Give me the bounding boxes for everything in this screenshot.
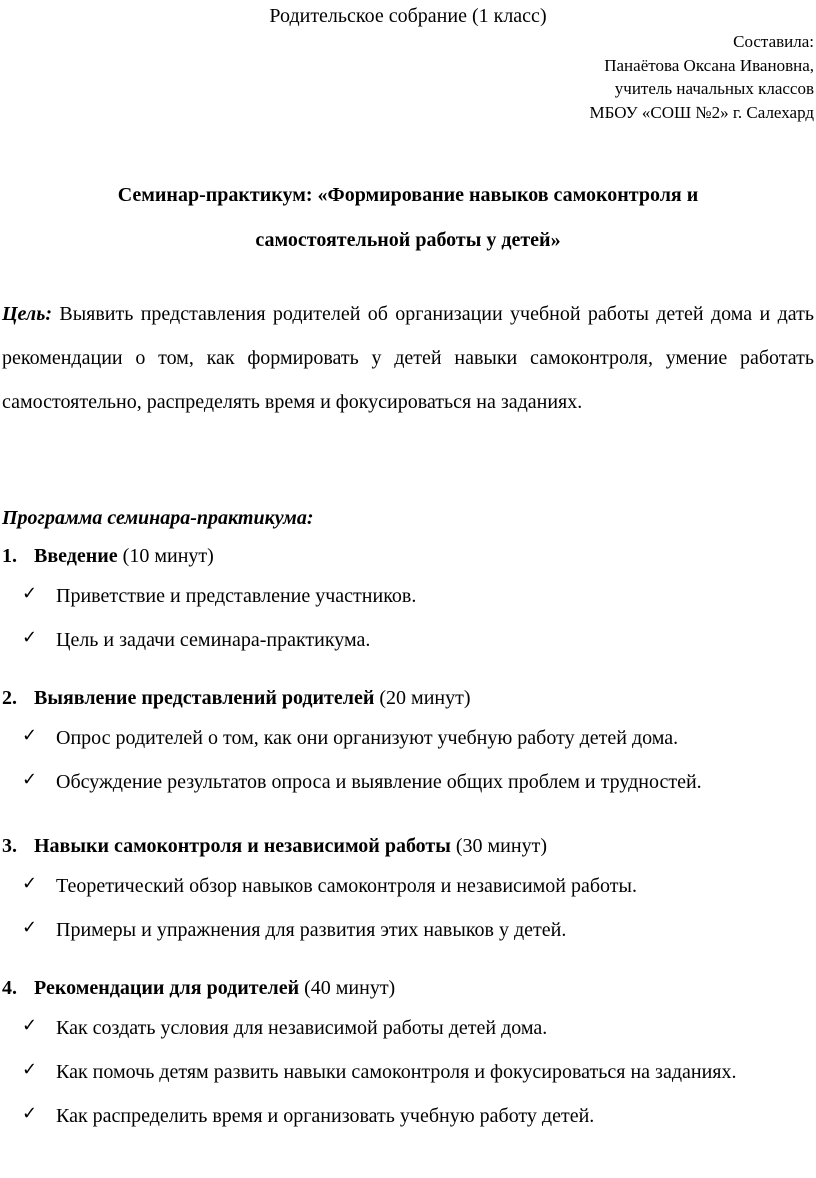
goal-paragraph — [2, 292, 814, 424]
list-item-text: Обсуждение результатов опроса и выявление общих проблем и трудностей. — [56, 771, 702, 793]
seminar-title-line: Семинар-практикум: «Формирование навыков самоконтроля и — [117, 184, 699, 206]
list-item — [2, 574, 814, 618]
list-item-text: Приветствие и представление участников. — [56, 585, 417, 607]
list-item-text: Как помочь детям развить навыки самоконтроля и фокусироваться на заданиях. — [56, 1061, 737, 1083]
section-duration: (20 минут) — [374, 687, 471, 709]
section-name: Навыки самоконтроля и независимой работы — [34, 835, 451, 857]
meeting-title: Родительское собрание (1 класс) — [269, 5, 547, 27]
checkmark-icon: ✓ — [22, 583, 38, 604]
list-item — [2, 1094, 814, 1138]
section-name: Рекомендации для родителей — [34, 977, 300, 999]
section-items — [2, 716, 814, 804]
section-items — [2, 574, 814, 662]
seminar-title-line: самостоятельной работы у детей» — [255, 229, 561, 251]
checkmark-icon: ✓ — [22, 873, 38, 894]
list-item — [2, 908, 814, 952]
list-item-text: Теоретический обзор навыков самоконтроля и независимой работы. — [56, 875, 637, 897]
list-item — [2, 618, 814, 662]
author-line: Составила: — [733, 32, 814, 51]
list-item-text: Опрос родителей о том, как они организуют учебную работу детей дома. — [56, 727, 679, 749]
checkmark-icon: ✓ — [22, 769, 38, 790]
section-number: 3. — [2, 835, 17, 857]
author-block — [414, 30, 814, 124]
section-number: 2. — [2, 687, 17, 709]
program-section — [2, 538, 814, 662]
program-section — [2, 970, 814, 1138]
section-duration: (40 минут) — [299, 977, 396, 999]
author-line: учитель начальных классов — [614, 79, 814, 98]
section-duration: (30 минут) — [450, 835, 547, 857]
checkmark-icon: ✓ — [22, 1059, 38, 1080]
list-item-text: Как создать условия для независимой работы детей дома. — [56, 1017, 548, 1039]
checkmark-icon: ✓ — [22, 1015, 38, 1036]
list-item — [2, 864, 814, 908]
list-item — [2, 1050, 814, 1094]
section-title — [2, 970, 814, 1006]
list-item-text: Цель и задачи семинара-практикума. — [56, 629, 371, 651]
seminar-title — [30, 173, 786, 263]
list-item-text: Как распределить время и организовать учебную работу детей. — [56, 1105, 595, 1127]
program-section — [2, 680, 814, 804]
section-items — [2, 1006, 814, 1138]
goal-label: Цель: — [2, 303, 52, 325]
section-title — [2, 538, 814, 574]
author-line: МБОУ «СОШ №2» г. Салехард — [589, 102, 814, 122]
program-section — [2, 828, 814, 952]
list-item — [2, 1006, 814, 1050]
section-items — [2, 864, 814, 952]
section-name: Выявление представлений родителей — [34, 687, 375, 709]
list-item — [2, 760, 814, 804]
checkmark-icon: ✓ — [22, 917, 38, 938]
checkmark-icon: ✓ — [22, 627, 38, 648]
author-line: Панаётова Оксана Ивановна, — [604, 55, 814, 75]
section-number: 4. — [2, 977, 17, 999]
list-item — [2, 716, 814, 760]
checkmark-icon: ✓ — [22, 725, 38, 746]
section-title — [2, 828, 814, 864]
section-name: Введение — [34, 545, 118, 567]
section-title — [2, 680, 814, 716]
program-heading: Программа семинара-практикума: — [2, 507, 314, 529]
goal-text: Выявить представления родителей об организации учебной работы детей дома и дать рекомендации о том, как формировать у детей навыки самоконтроля, умение работать самостоятельно, распределять время и фокусироваться на заданиях. — [2, 303, 814, 413]
list-item-text: Примеры и упражнения для развития этих навыков у детей. — [56, 919, 567, 941]
checkmark-icon: ✓ — [22, 1103, 38, 1124]
section-number: 1. — [2, 545, 17, 567]
section-duration: (10 минут) — [117, 545, 214, 567]
